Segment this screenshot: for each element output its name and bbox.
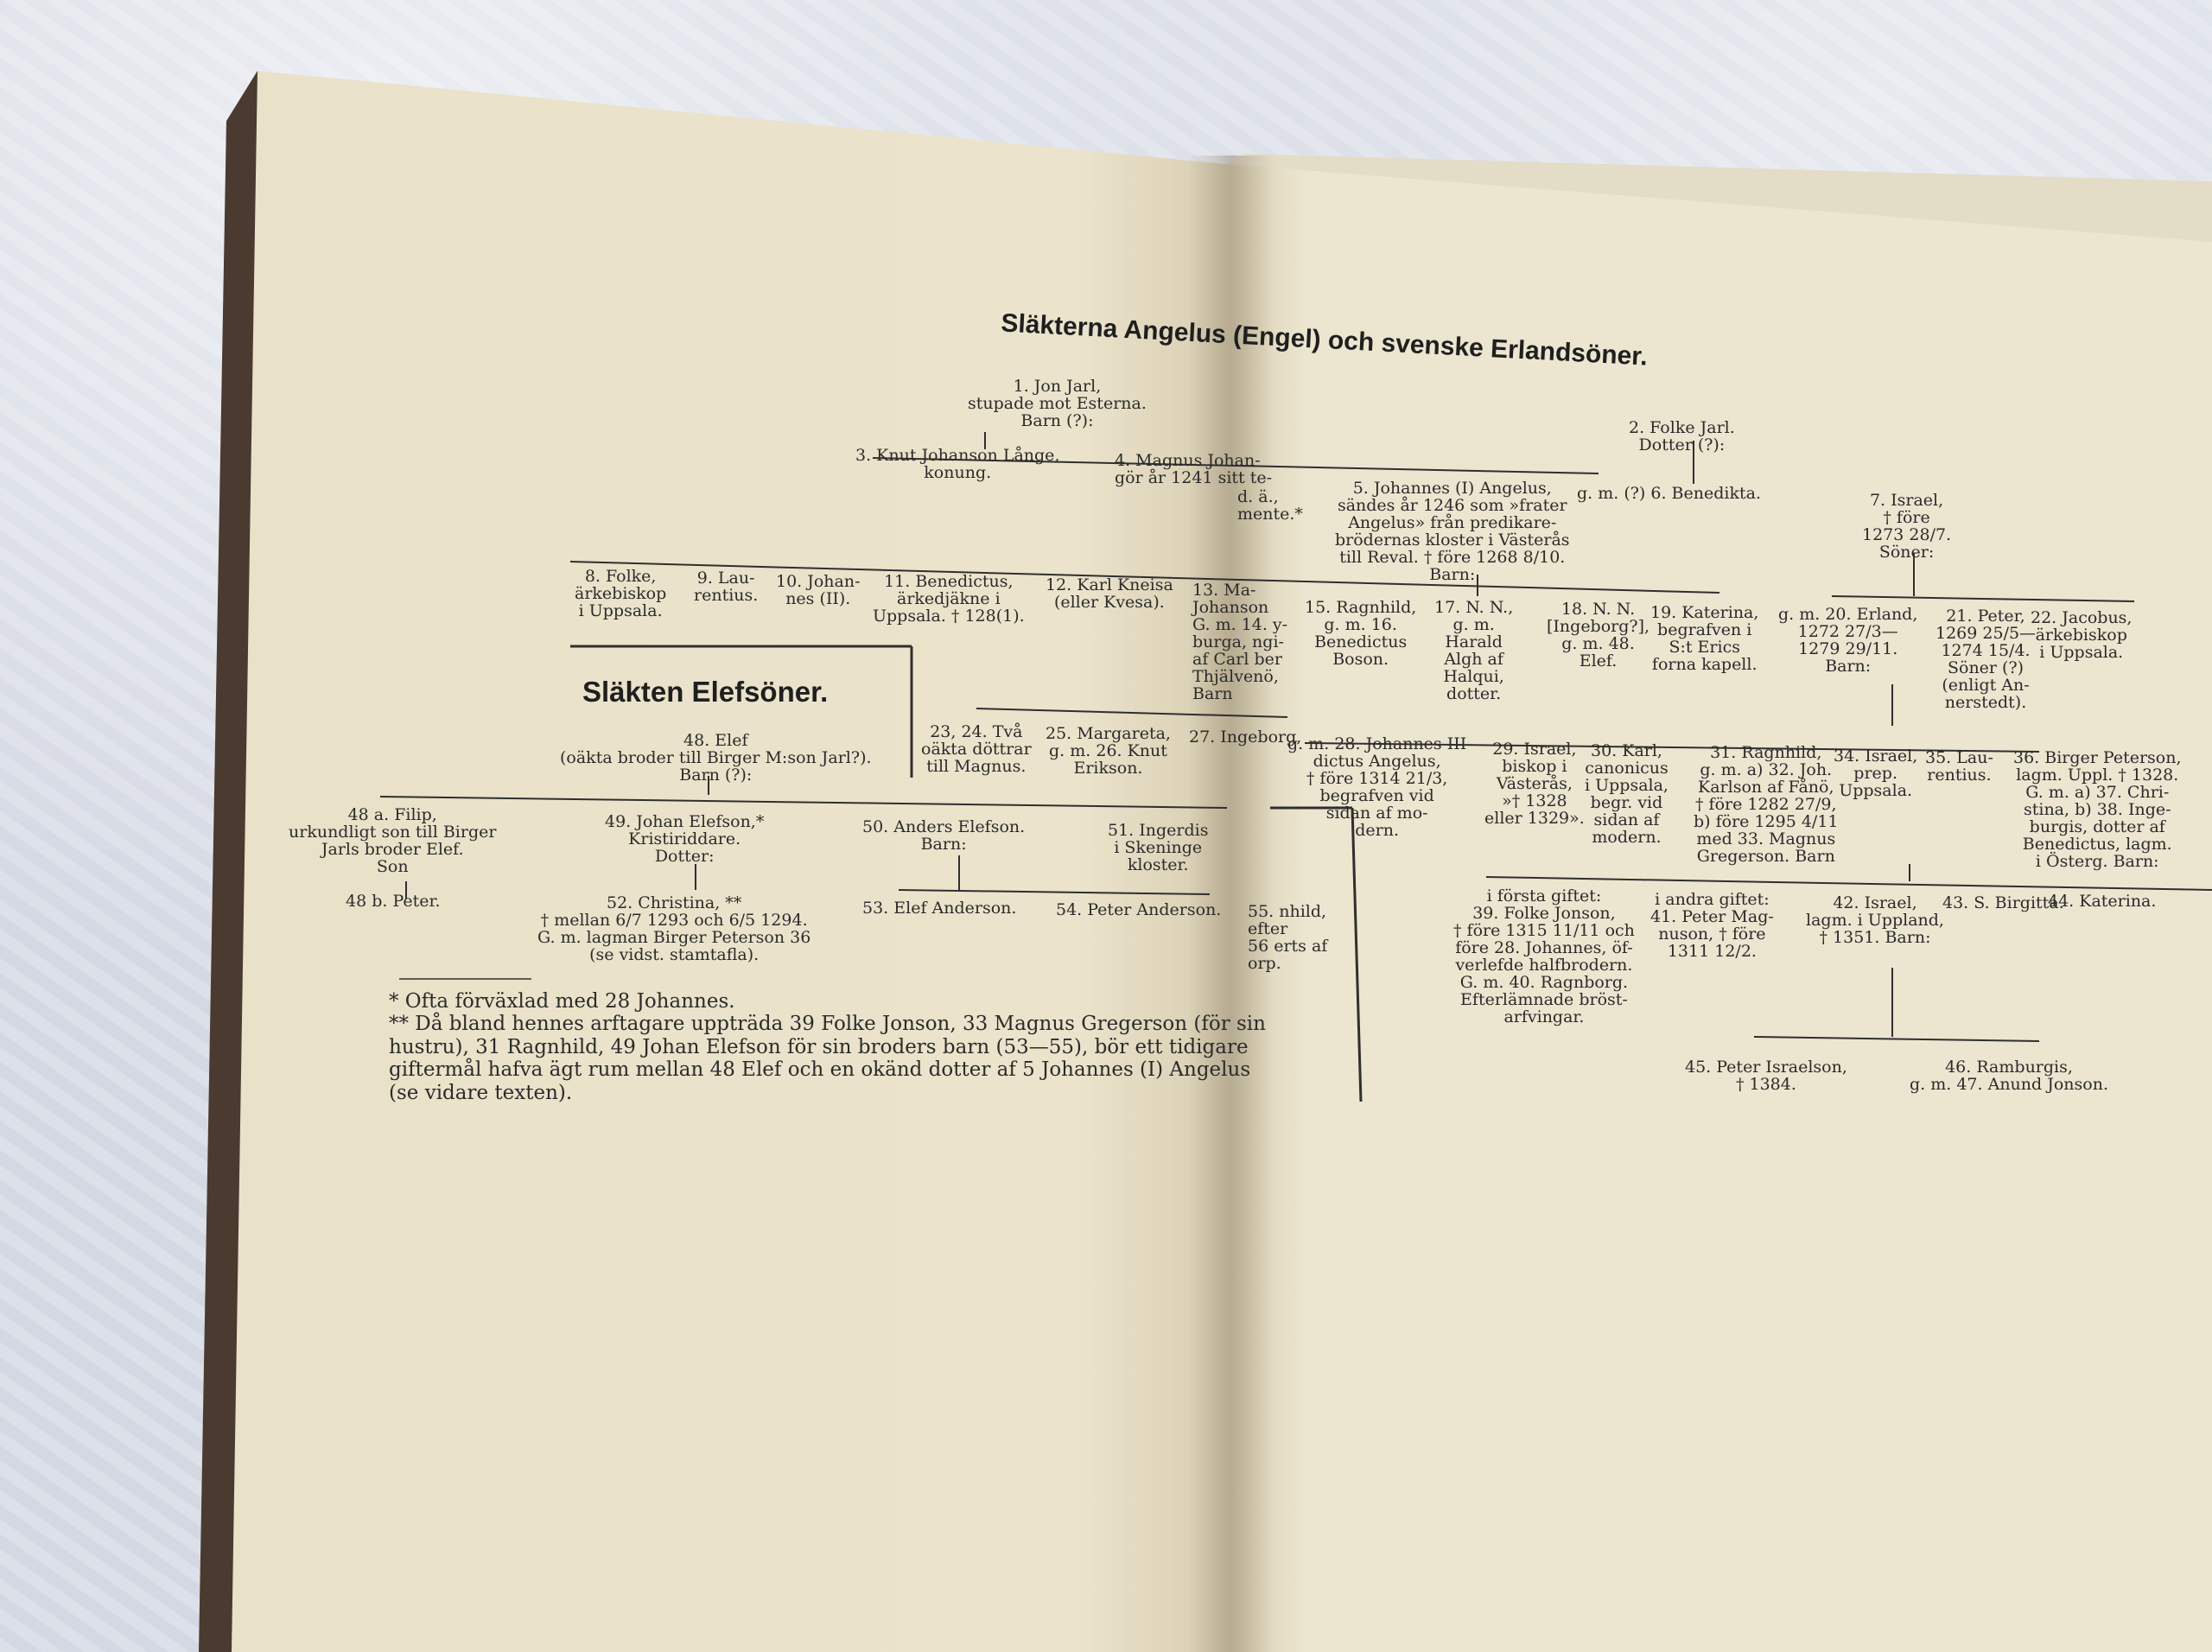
entry-line: kloster. — [1127, 855, 1189, 874]
entry-line: Son — [376, 856, 409, 876]
entry-line: 48 b. Peter. — [346, 892, 441, 911]
entry-line: 1279 29/11. — [1798, 639, 1898, 658]
entry-line: 48 a. Filip, — [347, 805, 437, 824]
entry-line: g. m. (?) 6. Benedikta. — [1577, 484, 1761, 503]
entry-17 — [1434, 600, 1513, 703]
entry-line: [Ingeborg?], — [1547, 616, 1650, 636]
entry-line: * Ofta förväxlad med 28 Johannes. — [389, 990, 735, 1013]
entry-51 — [1108, 823, 1208, 874]
entry-9 — [694, 570, 758, 605]
entry-line: arfvingar. — [1503, 1007, 1585, 1026]
entry-line: 10. Johan- — [776, 572, 861, 591]
entry-line: modern. — [1592, 827, 1662, 847]
entry-12 — [1046, 577, 1173, 612]
entry-42 — [1806, 895, 1944, 947]
section-title-elefsoner — [582, 677, 828, 708]
entry-line: rentius. — [1927, 765, 1992, 785]
entry-line: 44. Katerina. — [2048, 892, 2157, 911]
entry-line: 52. Christina, ** — [607, 893, 742, 912]
entry-line: till Magnus. — [926, 756, 1027, 776]
entry-line: Algh af — [1444, 649, 1503, 669]
page-title-text: Släkterna Angelus (Engel) och svenske Erlandsöner. — [1000, 308, 1649, 372]
entry-line: 23, 24. Två — [930, 722, 1023, 741]
entry-15 — [1305, 600, 1416, 669]
entry-line: biskop i — [1502, 756, 1567, 776]
entry-line: (eller Kvesa). — [1053, 592, 1165, 612]
entry-line: 19. Katerina, — [1650, 603, 1759, 622]
entry-line: ärkedjäkne i — [897, 588, 1001, 608]
entry-line: g. m. 47. Anund Jonson. — [1910, 1074, 2108, 1094]
entry-line: »† 1328 — [1502, 791, 1567, 810]
entry-line: i första giftet: — [1486, 886, 1602, 905]
entry-48 — [560, 733, 872, 785]
entry-line: sidan af — [1593, 810, 1660, 829]
entry-line: begrafven i — [1657, 620, 1752, 639]
entry-4 — [1115, 453, 1272, 487]
entry-second-marriage — [1650, 892, 1774, 961]
entry-line: i Skeninge — [1114, 837, 1203, 857]
entry-line: 1274 15/4. — [1941, 640, 2031, 660]
entry-13 — [1192, 582, 1287, 703]
entry-4b — [1237, 489, 1303, 524]
entry-line: till Reval. † före 1268 8/10. — [1339, 547, 1566, 567]
entry-line: 7. Israel, — [1869, 491, 1944, 510]
entry-line: 1269 25/5— — [1936, 623, 2037, 643]
entry-line: dotter. — [1446, 683, 1502, 703]
entry-line: 1272 27/3— — [1797, 621, 1898, 641]
entry-line: g. m. — [1452, 614, 1495, 634]
entry-50 — [862, 819, 1025, 854]
entry-19 — [1650, 605, 1758, 674]
entry-line: g. m. a) 32. Joh. — [1700, 759, 1833, 779]
entry-line: Elef. — [1579, 651, 1618, 670]
entry-line: g. m. 16. — [1324, 614, 1397, 634]
entry-line: 17. N. N., — [1434, 598, 1514, 617]
entry-line: (se vidare texten). — [389, 1081, 573, 1104]
entry-line: ** Då bland hennes arftagare uppträda 39 Folke Jonson, 33 Magnus Gregerson (för sin — [389, 1013, 1266, 1036]
entry-line: 8. Folke, — [584, 567, 657, 586]
entry-line: i Uppsala. — [578, 600, 663, 620]
entry-line: nerstedt). — [1944, 692, 2027, 712]
entry-line: Karlson af Fånö, — [1698, 777, 1834, 797]
entry-8 — [575, 569, 666, 620]
entry-line: med 33. Magnus — [1696, 829, 1836, 848]
entry-line: eller 1329». — [1484, 808, 1585, 828]
entry-line: 48. Elef — [683, 731, 748, 750]
entry-line: 34. Israel, — [1834, 747, 1918, 766]
entry-line: canonicus — [1585, 758, 1669, 778]
entry-line: 36. Birger Peterson, — [2013, 748, 2182, 767]
entry-46 — [1910, 1059, 2108, 1094]
entry-11 — [873, 574, 1025, 626]
entry-line: d. ä., — [1237, 487, 1279, 506]
entry-line: 29. Israel, — [1492, 740, 1577, 759]
entry-line: Gregerson. Barn — [1696, 846, 1835, 866]
entry-29 — [1484, 741, 1585, 828]
entry-line: (oäkta broder till Birger M:son Jarl?). — [560, 747, 872, 767]
entry-line: efter — [1248, 918, 1288, 938]
entry-line: sidan af mo- — [1325, 803, 1428, 823]
entry-22 — [2031, 610, 2132, 662]
entry-line: lagm. Uppl. † 1328. — [2016, 765, 2179, 785]
entry-line: Johanson — [1192, 597, 1269, 617]
entry-line: g. m. 26. Knut — [1049, 740, 1167, 760]
entry-line: Barn (?): — [1020, 410, 1094, 430]
entry-line: 13. Ma- — [1192, 581, 1256, 600]
entry-line: Uppsala. † 128(1). — [873, 606, 1025, 626]
entry-line: verlefde halfbrodern. — [1455, 955, 1633, 975]
entry-line: i Österg. Barn: — [2035, 851, 2159, 871]
entry-line: hustru), 31 Ragnhild, 49 Johan Elefson för sin broders barn (53—55), bör ett tidigare — [389, 1035, 1249, 1058]
entry-line: brödernas kloster i Västerås — [1335, 530, 1570, 550]
entry-3 — [855, 448, 1059, 482]
entry-53 — [862, 900, 1016, 918]
entry-line: 4. Magnus Johan- — [1115, 451, 1261, 470]
entry-line: 15. Ragnhild, — [1305, 598, 1417, 617]
entry-54 — [1056, 902, 1221, 919]
entry-line: Angelus» från predikare- — [1348, 512, 1557, 532]
entry-line: † före — [1883, 507, 1930, 527]
entry-2 — [1629, 420, 1735, 454]
entry-line: 56 erts af — [1248, 936, 1328, 956]
entry-line: Uppsala. — [1839, 780, 1913, 800]
entry-6 — [1577, 486, 1761, 503]
entry-line: 53. Elef Anderson. — [862, 899, 1017, 918]
entry-line: Kristiriddare. — [628, 829, 741, 848]
entry-line: lagm. i Uppland, — [1806, 910, 1944, 930]
entry-45 — [1685, 1059, 1847, 1094]
entry-line: † mellan 6/7 1293 och 6/5 1294. — [540, 910, 808, 930]
entry-line: 27. Ingeborg, — [1189, 728, 1302, 747]
entry-line: 42. Israel, — [1833, 893, 1917, 912]
entry-line: † före 1282 27/9, — [1695, 794, 1837, 814]
footnotes — [389, 990, 1266, 1104]
entry-52 — [537, 895, 810, 964]
entry-line: dern. — [1355, 820, 1399, 840]
entry-36 — [2013, 750, 2182, 871]
entry-first-marriage — [1453, 888, 1635, 1026]
entry-line: af Carl ber — [1192, 649, 1282, 669]
entry-line: Barn: — [1429, 564, 1476, 584]
entry-line: 3. Knut Johanson Långe, — [855, 446, 1060, 465]
entry-line: sändes år 1246 som »frater — [1337, 495, 1567, 515]
entry-line: begr. vid — [1590, 792, 1663, 812]
entry-line: 54. Peter Anderson. — [1056, 900, 1222, 919]
entry-line: 11. Benedictus, — [884, 572, 1014, 591]
entry-line: b) före 1295 4/11 — [1694, 811, 1839, 831]
entry-line: Boson. — [1332, 649, 1389, 669]
entry-line: g. m. 28. Johannes III — [1287, 734, 1467, 753]
entry-line: G. m. 40. Ragnborg. — [1459, 972, 1629, 992]
entry-line: i andra giftet: — [1655, 890, 1770, 909]
entry-line: g. m. 20. Erland, — [1778, 605, 1918, 624]
entry-line: rentius. — [694, 585, 759, 605]
entry-line: 50. Anders Elefson. — [862, 817, 1026, 836]
entry-line: 12. Karl Kneisa — [1046, 575, 1173, 594]
entry-10 — [776, 574, 861, 608]
entry-line: prep. — [1853, 763, 1897, 783]
entry-line: Barn (?): — [679, 765, 753, 785]
entry-1 — [968, 378, 1147, 430]
entry-43 — [1942, 895, 2064, 912]
entry-line: giftermål hafva ägt rum mellan 48 Elef och en okänd dotter af 5 Johannes (I) Angelus — [389, 1058, 1251, 1082]
entry-line: Barn — [1192, 683, 1233, 703]
entry-55 — [1248, 904, 1327, 973]
entry-line: burgis, dotter af — [2029, 816, 2165, 836]
entry-line: 30. Karl, — [1591, 741, 1662, 760]
entry-34 — [1834, 748, 1917, 800]
entry-line: Jarls broder Elef. — [321, 839, 464, 859]
entry-line: burga, ngi- — [1192, 632, 1284, 651]
entry-line: Västerås, — [1496, 773, 1573, 793]
entry-49 — [605, 814, 764, 866]
entry-line: Söner: — [1878, 542, 1935, 562]
entry-line: † 1351. Barn: — [1819, 927, 1931, 947]
entry-20 — [1778, 607, 1917, 676]
entry-line: S:t Erics — [1669, 637, 1740, 657]
entry-line: ärkebiskop — [575, 583, 667, 603]
entry-line: 2. Folke Jarl. — [1629, 418, 1735, 437]
entry-line: Harald — [1445, 632, 1503, 651]
entry-48b — [346, 893, 441, 911]
entry-35 — [1925, 750, 1993, 785]
entry-line: 43. S. Birgitta. — [1942, 893, 2064, 912]
entry-line: ärkebiskop — [2035, 625, 2127, 645]
entry-line: 46. Ramburgis, — [1945, 1058, 2073, 1077]
entry-5 — [1335, 480, 1570, 584]
entry-line: begrafven vid — [1319, 785, 1434, 805]
entry-44 — [2048, 893, 2156, 911]
entry-line: (se vidst. stamtafla). — [589, 944, 760, 964]
entry-line: konung. — [924, 462, 992, 482]
entry-23 — [921, 724, 1032, 776]
entry-line: Dotter (?): — [1638, 435, 1726, 454]
entry-line: 39. Folke Jonson, — [1472, 903, 1616, 923]
entry-line: i Uppsala. — [2039, 642, 2124, 662]
entry-7 — [1862, 492, 1951, 562]
entry-line: Erikson. — [1073, 758, 1143, 778]
entry-line: dictus Angelus, — [1313, 751, 1441, 771]
entry-30 — [1585, 743, 1669, 847]
entry-line: 25. Margareta, — [1046, 724, 1171, 743]
entry-line: 1. Jon Jarl, — [1013, 377, 1102, 396]
entry-line: 1273 28/7. — [1862, 524, 1952, 544]
entry-line: G. m. a) 37. Chri- — [2025, 782, 2170, 802]
entry-line: 35. Lau- — [1925, 748, 1993, 767]
entry-line: Söner (?) — [1947, 658, 2024, 677]
entry-28 — [1287, 736, 1466, 840]
entry-line: 31. Ragnhild, — [1710, 743, 1822, 762]
entry-line: forna kapell. — [1651, 654, 1758, 674]
entry-line: † 1384. — [1735, 1074, 1796, 1094]
entry-line: orp. — [1248, 953, 1281, 973]
entry-line: 1311 12/2. — [1667, 941, 1757, 961]
entry-line: 5. Johannes (I) Angelus, — [1352, 479, 1552, 498]
entry-line: Benedictus, lagm. — [2022, 834, 2172, 854]
entry-line: 18. N. N. — [1560, 600, 1636, 619]
entry-line: oäkta döttrar — [921, 739, 1032, 759]
entry-line: † före 1314 21/3, — [1306, 768, 1448, 788]
entry-line: 9. Lau- — [696, 569, 755, 588]
entry-line: Halqui, — [1443, 666, 1504, 686]
entry-line: † före 1315 11/11 och — [1453, 920, 1635, 940]
entry-line: 49. Johan Elefson,* — [605, 812, 765, 831]
entry-line: mente.* — [1237, 504, 1303, 524]
entry-25 — [1046, 726, 1171, 778]
entry-line: 21. Peter, — [1946, 607, 2025, 626]
entry-line: Dotter: — [654, 846, 715, 866]
entry-line: 22. Jacobus, — [2031, 608, 2133, 627]
entry-line: stupade mot Esterna. — [968, 393, 1147, 413]
entry-line: G. m. 14. y- — [1192, 614, 1288, 634]
entry-line: Barn: — [1825, 656, 1872, 676]
entry-line: Benedictus — [1314, 632, 1408, 651]
entry-line: nuson, † före — [1658, 924, 1766, 944]
entry-line: nes (II). — [785, 588, 851, 608]
entry-line: i Uppsala, — [1585, 775, 1669, 795]
entry-line: 45. Peter Israelson, — [1685, 1058, 1847, 1077]
entry-line: 41. Peter Mag- — [1650, 906, 1774, 926]
entry-line: (enligt An- — [1942, 675, 2030, 695]
entry-18 — [1547, 601, 1649, 670]
entry-line: g. m. 48. — [1561, 633, 1635, 653]
entry-48a — [289, 807, 496, 876]
entry-line: Barn: — [920, 834, 967, 854]
entry-line: stina, b) 38. Inge- — [2023, 799, 2171, 819]
entry-line: gör år 1241 sitt te- — [1115, 467, 1273, 487]
entry-line: Thjälvenö, — [1192, 666, 1279, 686]
entry-line: 55. nhild, — [1248, 902, 1327, 921]
entry-line: Efterlämnade bröst- — [1460, 989, 1628, 1009]
entry-21 — [1936, 608, 2036, 712]
entry-27 — [1189, 729, 1301, 747]
section-title-text: Släkten Elefsöner. — [582, 676, 829, 708]
entry-line: G. m. lagman Birger Peterson 36 — [537, 927, 811, 947]
entry-31 — [1694, 745, 1839, 866]
entry-line: 51. Ingerdis — [1108, 821, 1209, 840]
entry-line: urkundligt son till Birger — [289, 822, 497, 842]
entry-line: före 28. Johannes, öf- — [1455, 937, 1633, 957]
